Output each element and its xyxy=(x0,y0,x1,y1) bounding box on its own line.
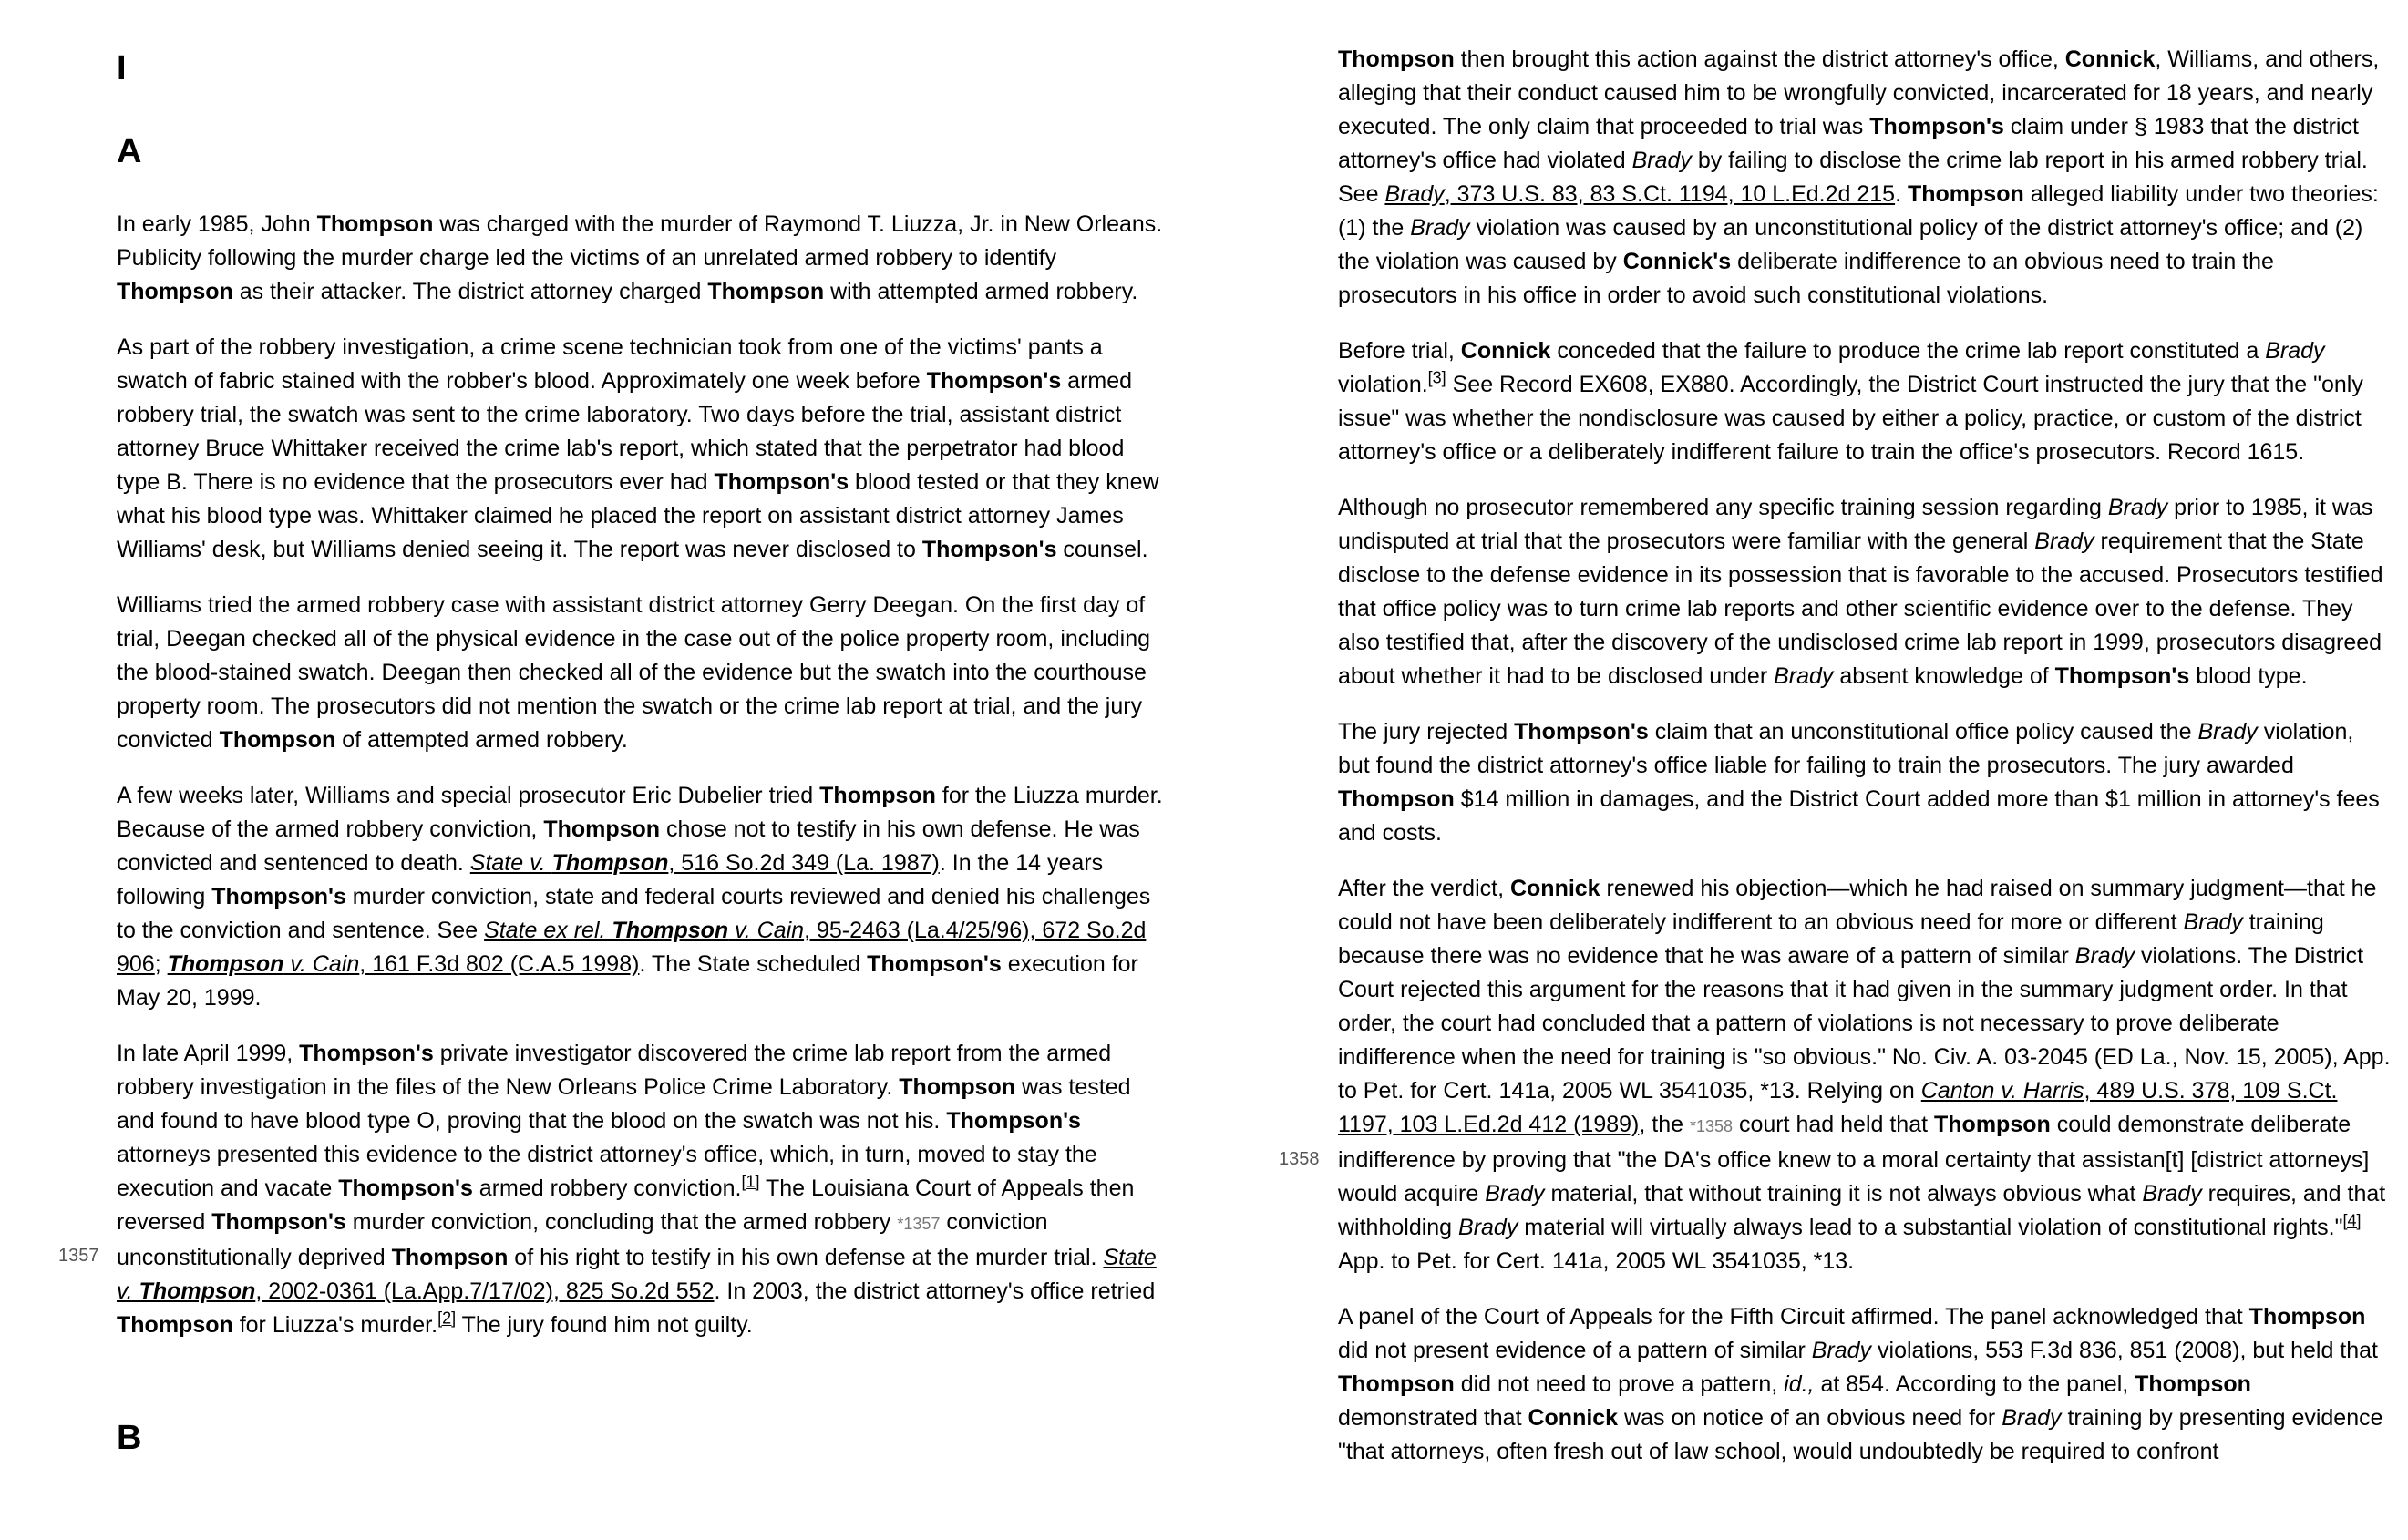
party-name: Thompson xyxy=(899,1074,1016,1100)
party-name: Connick's xyxy=(1622,249,1732,274)
citation-link[interactable]: Thompson xyxy=(551,850,669,876)
party-name: Connick xyxy=(1528,1405,1619,1431)
text-segment: The jury found him not guilty. xyxy=(456,1312,753,1338)
text-segment: prior to 1985, it was undisputed at trial that the prosecutors were familiar with the general xyxy=(1338,495,2373,554)
text-segment: demonstrated that xyxy=(1338,1405,1528,1431)
text-segment: renewed his objection—which he had raised on summary judgment—that he could not have been deliberately indifferent to an obvious need for more or different xyxy=(1338,876,2377,935)
text-segment: The jury rejected xyxy=(1338,719,1515,744)
paragraph xyxy=(1338,715,2391,850)
case-reference: Brady xyxy=(1774,663,1834,689)
case-reference: Brady xyxy=(1410,215,1470,241)
party-name: Thompson's xyxy=(211,884,346,909)
party-name: Thompson's xyxy=(921,537,1057,562)
text-segment: requirement that the State disclose to the defense evidence in its possession that is favorable to the accused. Prosecutors testified that office policy was to turn crime lab reports and other scientific evidence over to the defense. They also testified that, after the discovery of the undisclosed crime lab report in 1999, prosecutors disagreed about whether it had to be disclosed under xyxy=(1338,529,2383,689)
page-marker-right: 1358 xyxy=(1279,1149,1320,1169)
text-segment: court had held that xyxy=(1733,1112,1934,1137)
text-segment: could demonstrate deliberate indifference by proving that "the DA's office knew to a moral certainty that assistan[t] [district attorneys] would acquire xyxy=(1338,1112,2370,1206)
text-segment: violations. The District Court rejected this argument for the reasons that it had given in the summary judgment order. In that order, the court had concluded that a pattern of violations is not necessary to prove deliberate indifference when the need for training is "so obvious." No. Civ. A. 03-2045 (ED La., Nov. 15, 2005), App. to Pet. for Cert. 141a, 2005 WL 3541035, *13. Relying on xyxy=(1338,943,2391,1104)
text-segment: of attempted armed robbery. xyxy=(335,727,628,753)
text-segment: for Liuzza's murder. xyxy=(232,1312,438,1338)
party-name: Thompson xyxy=(117,1312,233,1338)
case-reference: Brady xyxy=(1458,1215,1518,1240)
text-segment: In late April 1999, xyxy=(117,1041,300,1066)
text-segment: conviction unconstitutionally deprived xyxy=(117,1209,1048,1270)
party-name: Thompson's xyxy=(338,1176,473,1201)
paragraph xyxy=(1338,491,2391,693)
party-name: Thompson xyxy=(2248,1304,2366,1330)
text-segment: alleged liability under two theories: (1) the xyxy=(1338,181,2379,241)
text-segment: attorneys presented this evidence to the district attorney's office, which, in turn, moved to stay the execution and vacate xyxy=(117,1142,1097,1201)
text-segment: chose not to testify in his own defense. He was convicted and sentenced to death. xyxy=(117,816,1140,876)
right-body xyxy=(1338,43,2391,1491)
paragraph xyxy=(117,589,1169,757)
text-segment: by failing to disclose the crime lab report in his armed robbery trial. See xyxy=(1338,148,2368,207)
case-reference: Brady xyxy=(2034,529,2094,554)
text-segment: training by presenting evidence "that attorneys, often fresh out of law school, would undoubtedly be required to confront xyxy=(1338,1405,2383,1464)
text-segment: for the Liuzza murder. Because of the armed robbery conviction, xyxy=(117,783,1163,842)
text-segment: blood tested or that they knew what his blood type was. Whittaker claimed he placed the report on assistant district attorney James Williams' desk, but Williams denied seeing it. The report was never disclosed to xyxy=(117,469,1159,562)
party-name: Thompson xyxy=(819,783,936,808)
citation-link[interactable]: Thompson xyxy=(167,951,284,977)
citation-link[interactable]: , 516 So.2d 349 (La. 1987) xyxy=(668,850,940,876)
party-name: Thompson xyxy=(1338,46,1455,72)
text-segment: then brought this action against the district attorney's office, xyxy=(1454,46,2065,72)
citation-link[interactable]: , 489 U.S. 378, 109 S.Ct. 1197, 103 L.Ed.2d 412 (1989) xyxy=(1338,1078,2338,1137)
part-heading: I xyxy=(117,49,127,87)
text-segment: armed robbery conviction. xyxy=(472,1176,742,1201)
party-name: Thompson's xyxy=(211,1209,346,1235)
citation-link[interactable]: State ex rel. xyxy=(484,918,612,943)
text-segment: material, that without training it is not always obvious what xyxy=(1544,1181,2143,1206)
party-name: Thompson xyxy=(1907,181,2024,207)
paragraph xyxy=(117,779,1169,1015)
party-name: Thompson's xyxy=(299,1041,434,1066)
text-segment: violations, 553 F.3d 836, 851 (2008), but held that xyxy=(1871,1338,2379,1363)
party-name: Thompson's xyxy=(1869,114,2004,139)
text-segment: did not need to prove a pattern, xyxy=(1454,1371,1785,1397)
paragraph xyxy=(117,208,1169,309)
text-segment: violation. xyxy=(1338,372,1428,397)
citation-link[interactable]: , 95-2463 (La.4/25/96), 672 So.2d 906 xyxy=(117,918,1147,977)
text-segment: ; xyxy=(154,951,168,977)
party-name: Thompson's xyxy=(2054,663,2190,689)
text-segment: claim under § 1983 that the district attorney's office had violated xyxy=(1338,114,2359,173)
party-name: Thompson's xyxy=(1514,719,1649,744)
text-segment: was charged with the murder of Raymond T. Liuzza, Jr. in New Orleans. Publicity following the murder charge led the victims of an unrelated armed robbery to identify xyxy=(117,211,1163,271)
page-pin: *1357 xyxy=(897,1215,941,1233)
text-segment: . The State scheduled xyxy=(639,951,868,977)
text-segment: $14 million in damages, and the District Court added more than $1 million in attorney's fees and costs. xyxy=(1338,786,2380,846)
footnote-link[interactable]: [4] xyxy=(2342,1211,2362,1230)
text-segment: App. to Pet. for Cert. 141a, 2005 WL 3541035, *13. xyxy=(1338,1248,1855,1274)
text-segment: with attempted armed robbery. xyxy=(824,279,1138,304)
paragraph xyxy=(1338,872,2391,1278)
party-name: Thompson xyxy=(219,727,336,753)
text-segment: was on notice of an obvious need for xyxy=(1618,1405,2002,1431)
party-name: Thompson xyxy=(707,279,825,304)
case-reference: Brady xyxy=(1631,148,1692,173)
paragraph xyxy=(1338,334,2391,469)
party-name: Thompson xyxy=(2135,1371,2251,1397)
text-segment: Williams tried the armed robbery case with assistant district attorney Gerry Deegan. On the first day of trial, Deegan checked all of the physical evidence in the case out of the police property room, including the blood-stained swatch. Deegan then checked all of the evidence but the swatch into the courthouse property room. The prosecutors did not mention the swatch or the crime lab report at trial, and the jury convicted xyxy=(117,592,1150,753)
party-name: Thompson's xyxy=(867,951,1002,977)
case-reference: id., xyxy=(1784,1371,1815,1397)
text-segment: blood type. xyxy=(2189,663,2308,689)
text-segment: material will virtually always lead to a substantial violation of constitutional rights." xyxy=(1518,1215,2343,1240)
citation-link[interactable]: v. Cain xyxy=(728,918,805,943)
text-segment: at 854. According to the panel, xyxy=(1814,1371,2135,1397)
text-segment: As part of the robbery investigation, a crime scene technician took from one of the victims' pants a swatch of fabric stained with the robber's blood. Approximately one week before xyxy=(117,334,1103,394)
text-segment: A panel of the Court of Appeals for the Fifth Circuit affirmed. The panel acknowledged that xyxy=(1338,1304,2249,1330)
party-name: Thompson's xyxy=(946,1108,1081,1134)
text-segment: requires, and that withholding xyxy=(1338,1181,2386,1240)
party-name: Thompson's xyxy=(926,368,1062,394)
party-name: Connick xyxy=(1509,876,1600,901)
party-name: Thompson xyxy=(1338,1371,1455,1397)
paragraph xyxy=(1338,43,2391,313)
party-name: Thompson xyxy=(117,279,233,304)
citation-link[interactable]: Thompson xyxy=(139,1278,256,1304)
text-segment: execution for May 20, 1999. xyxy=(117,951,1138,1011)
text-segment: claim that an unconstitutional office policy caused the xyxy=(1648,719,2198,744)
text-segment: deliberate indifference to an obvious need to train the prosecutors in his office in order to avoid such constitutional violations. xyxy=(1338,249,2274,308)
footnote-link[interactable]: [2] xyxy=(437,1309,457,1328)
case-reference: Brady xyxy=(2142,1181,2202,1206)
citation-link[interactable]: , 2002-0361 (La.App.7/17/02), 825 So.2d 552 xyxy=(255,1278,715,1304)
text-segment: Before trial, xyxy=(1338,338,1461,364)
text-segment: See Record EX608, EX880. Accordingly, the District Court instructed the jury that the "only issue" was whether the nondisclosure was caused by either a policy, practice, or custom of the district attorney's office or a deliberately indifferent failure to train the office's prosecutors. Record 1615. xyxy=(1338,372,2363,465)
text-segment: absent knowledge of xyxy=(1833,663,2055,689)
page-pin: *1358 xyxy=(1689,1117,1734,1135)
paragraph xyxy=(1338,1300,2391,1469)
citation-link[interactable]: v. Cain xyxy=(283,951,360,977)
citation-link[interactable]: , 373 U.S. 83, 83 S.Ct. 1194, 10 L.Ed.2d 215 xyxy=(1444,181,1896,207)
citation-link[interactable]: Canton v. Harris xyxy=(1920,1078,2084,1104)
section-b-heading: B xyxy=(117,1419,142,1457)
text-segment: murder conviction, concluding that the armed robbery xyxy=(345,1209,898,1235)
left-body xyxy=(117,208,1169,1364)
case-reference: Brady xyxy=(2183,909,2243,935)
footnote-link[interactable]: [3] xyxy=(1427,368,1446,387)
citation-link[interactable]: State v. xyxy=(117,1245,1157,1304)
text-segment: The Louisiana Court of Appeals then reversed xyxy=(117,1176,1135,1235)
case-reference: Brady xyxy=(1811,1338,1872,1363)
paragraph xyxy=(117,1037,1169,1342)
text-segment: private investigator discovered the crime lab report from the armed robbery investigation in the files of the New Orleans Police Crime Laboratory. xyxy=(117,1041,1112,1100)
text-segment: . xyxy=(1895,181,1908,207)
text-segment: A few weeks later, Williams and special prosecutor Eric Dubelier tried xyxy=(117,783,820,808)
case-reference: Brady xyxy=(2107,495,2168,520)
citation-link[interactable]: , 161 F.3d 802 (C.A.5 1998) xyxy=(359,951,640,977)
text-segment: , Williams, and others, alleging that their conduct caused him to be wrongfully convicted, incarcerated for 18 years, and nearly executed. The only claim that proceeded to trial was xyxy=(1338,46,2380,139)
citation-link[interactable]: Brady xyxy=(1384,181,1445,207)
paragraph xyxy=(117,331,1169,567)
text-segment: of his right to testify in his own defense at the murder trial. xyxy=(508,1245,1104,1270)
text-segment: After the verdict, xyxy=(1338,876,1510,901)
text-segment: Although no prosecutor remembered any specific training session regarding xyxy=(1338,495,2108,520)
text-segment: . In the 14 years following xyxy=(117,850,1104,909)
citation-link[interactable]: Thompson xyxy=(612,918,729,943)
party-name: Thompson xyxy=(391,1245,509,1270)
text-segment: , the xyxy=(1639,1112,1690,1137)
party-name: Connick xyxy=(1460,338,1551,364)
text-segment: violation was caused by an unconstitutional policy of the district attorney's office; and (2) the violation was caused by xyxy=(1338,215,2363,274)
case-reference: Brady xyxy=(2002,1405,2062,1431)
text-segment: as their attacker. The district attorney charged xyxy=(232,279,708,304)
case-reference: Brady xyxy=(1485,1181,1545,1206)
party-name: Thompson xyxy=(1338,786,1455,812)
text-segment: armed robbery trial, the swatch was sent to the crime laboratory. Two days before the trial, assistant district attorney Bruce Whittaker received the crime lab's report, which stated that the perpetrator had blood type B. There is no evidence that the prosecutors ever had xyxy=(117,368,1133,495)
case-reference: Brady xyxy=(2074,943,2135,969)
party-name: Connick xyxy=(2064,46,2156,72)
text-segment: counsel. xyxy=(1056,537,1148,562)
case-reference: Brady xyxy=(2197,719,2258,744)
text-segment: . In 2003, the district attorney's office retried xyxy=(714,1278,1156,1304)
footnote-link[interactable]: [1] xyxy=(741,1172,760,1191)
text-segment: was tested and found to have blood type O, proving that the blood on the swatch was not his. xyxy=(117,1074,1131,1134)
text-segment: conceded that the failure to produce the crime lab report constituted a xyxy=(1550,338,2266,364)
text-segment: did not present evidence of a pattern of similar xyxy=(1338,1338,1812,1363)
citation-link[interactable]: State v. xyxy=(469,850,552,876)
party-name: Thompson's xyxy=(714,469,849,495)
party-name: Thompson xyxy=(1934,1112,2051,1137)
text-segment: In early 1985, John xyxy=(117,211,317,237)
section-a-heading: A xyxy=(117,132,142,170)
text-segment: murder conviction, state and federal courts reviewed and denied his challenges to the conviction and sentence. See xyxy=(117,884,1151,943)
text-segment: violation, but found the district attorney's office liable for failing to train the prosecutors. The jury awarded xyxy=(1338,719,2354,778)
text-segment: training because there was no evidence that he was aware of a pattern of similar xyxy=(1338,909,2324,969)
case-reference: Brady xyxy=(2265,338,2325,364)
page-marker-left: 1357 xyxy=(58,1246,99,1266)
party-name: Thompson xyxy=(543,816,661,842)
party-name: Thompson xyxy=(316,211,434,237)
